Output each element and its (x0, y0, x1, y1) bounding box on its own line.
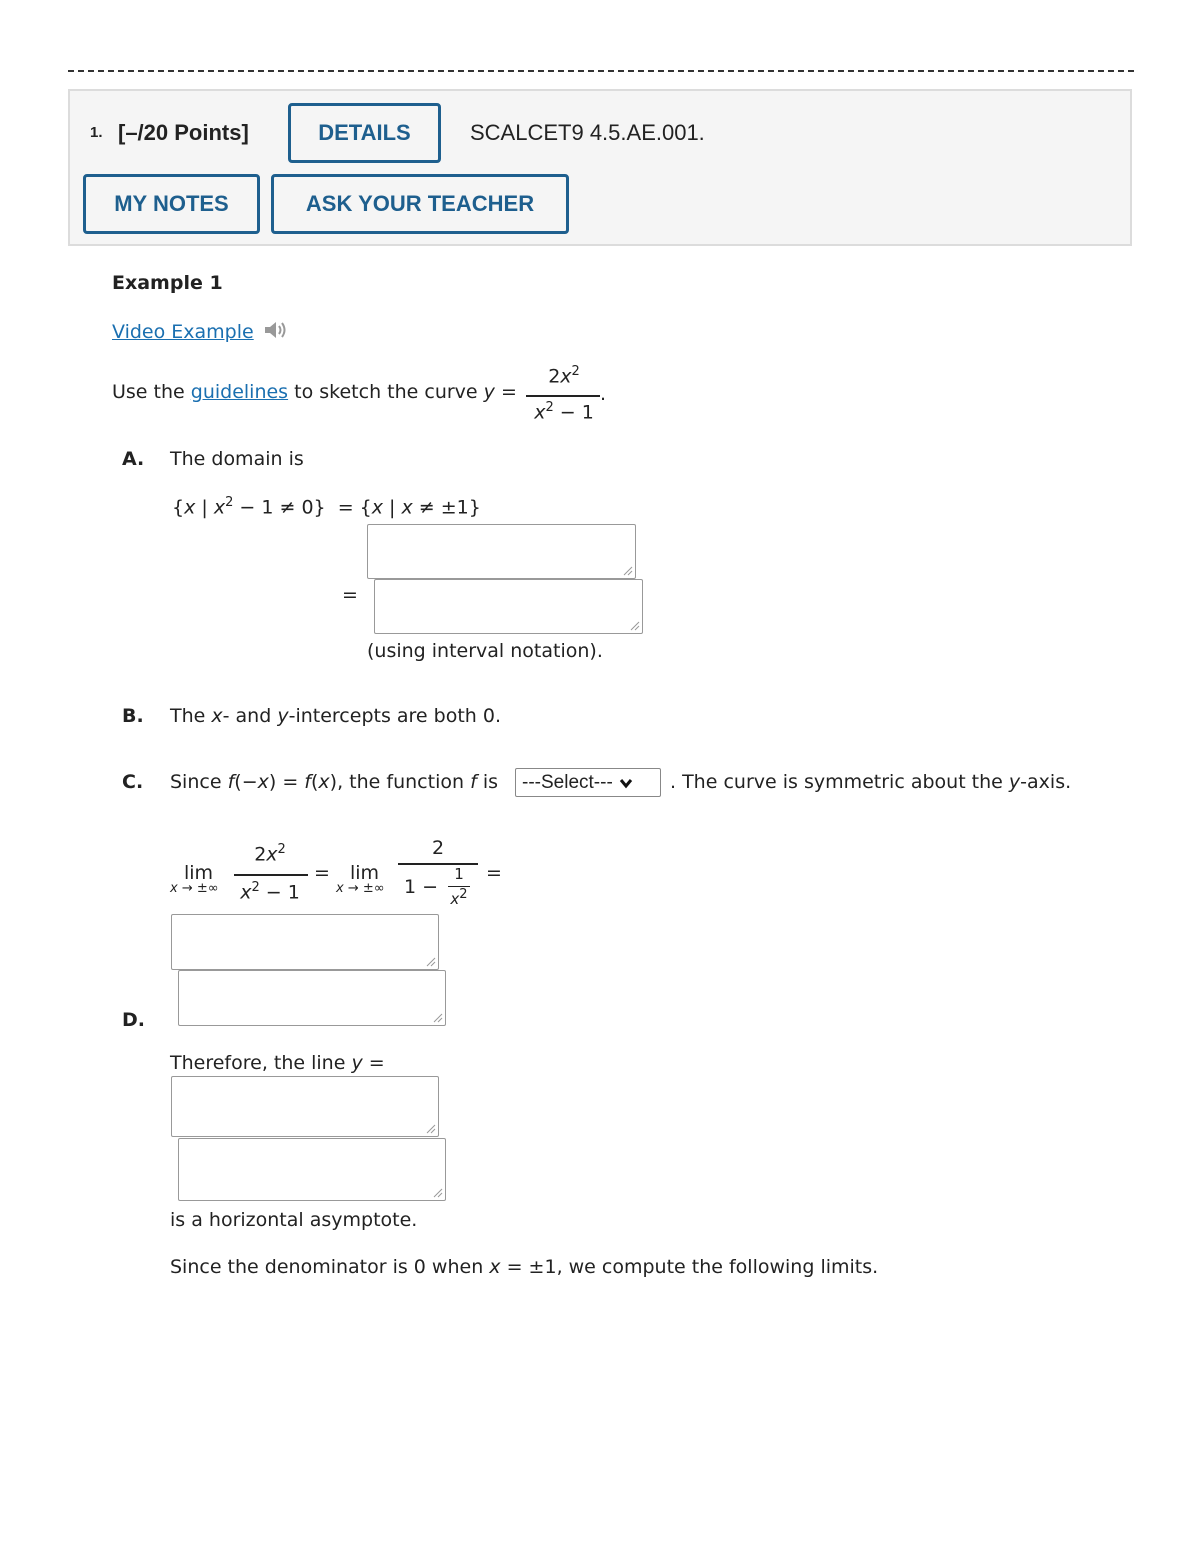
question-code: SCALCET9 4.5.AE.001. (470, 120, 705, 145)
even-function-identity: f(−x) = f(x) (227, 771, 338, 793)
since-suffix: , we compute the following limits. (556, 1256, 879, 1278)
c-text-1: Since (170, 771, 222, 793)
curve-numerator: $2x^2$ (548, 364, 580, 388)
y-var: y (1008, 771, 1021, 793)
since-prefix: Since the denominator is 0 when (170, 1256, 484, 1278)
symmetry-select[interactable] (515, 768, 661, 797)
speaker-icon[interactable] (262, 318, 290, 342)
separator-dashed-line (68, 70, 1134, 72)
c-text-5: -axis. (1020, 771, 1072, 793)
resize-grip-icon[interactable] (433, 1013, 443, 1023)
intro-sentence (112, 381, 517, 403)
lim-2-denominator-text: 1 − (404, 876, 439, 898)
step-c-label: C. (122, 771, 144, 793)
denominator-note (170, 1256, 878, 1278)
domain-answer-box-1[interactable] (367, 524, 636, 579)
equals-sign: = (342, 584, 358, 606)
ask-your-teacher-button[interactable]: ASK YOUR TEACHER (271, 174, 569, 234)
step-b-label: B. (122, 705, 144, 727)
lim-2: lim (350, 862, 380, 884)
lim-1: lim (184, 862, 214, 884)
inner-numerator: 1 (454, 865, 464, 883)
domain-set-expression: {x | $x^2 - 1 \ne 0\} = \{x$ | x ≠ ±1} (172, 495, 481, 519)
resize-grip-icon[interactable] (426, 1124, 436, 1134)
my-notes-button[interactable]: MY NOTES (83, 174, 260, 234)
interval-notation-note: (using interval notation). (367, 640, 603, 662)
resize-grip-icon[interactable] (630, 621, 640, 631)
c-text-3: is (482, 771, 498, 793)
guidelines-link[interactable]: guidelines (190, 381, 289, 403)
limit-answer-box-2[interactable] (178, 970, 446, 1026)
f-var: f (470, 771, 477, 793)
limit-answer-box-1[interactable] (171, 914, 439, 970)
asymptote-answer-box-2[interactable] (178, 1138, 446, 1201)
video-example-link[interactable]: Video Example (112, 321, 254, 343)
lim-1-subscript: x → ±∞ (170, 881, 219, 896)
chevron-down-icon (619, 777, 633, 789)
step-a-label: A. (122, 448, 145, 470)
lim-2-numerator: 2 (431, 837, 445, 859)
b-text-1: The (170, 705, 206, 727)
step-a-text: The domain is (170, 448, 304, 470)
lim-1-denominator: $x^2 - 1$ (240, 880, 300, 904)
x-var: x (211, 705, 223, 727)
equals-sign: = (486, 862, 502, 884)
b-text-2: - and (222, 705, 272, 727)
question-number: 1. (90, 124, 103, 141)
step-c-text-right (670, 771, 1071, 793)
y-var: y (277, 705, 289, 727)
lim-1-numerator: $2x^2$ (254, 842, 286, 866)
y-equals: y = (351, 1052, 385, 1074)
curve-fraction-bar (526, 395, 600, 397)
therefore-text (170, 1052, 385, 1074)
curve-denominator: $x^2 - 1$ (534, 400, 594, 424)
resize-grip-icon[interactable] (623, 566, 633, 576)
step-b-text (170, 705, 501, 727)
c-text-2: , the function (337, 771, 465, 793)
asymptote-note: is a horizontal asymptote. (170, 1209, 418, 1231)
question-points: [–/20 Points] (118, 120, 249, 145)
inner-denominator: $x^2$ (450, 887, 468, 908)
x-equals-pm1: x = ±1 (489, 1256, 557, 1278)
resize-grip-icon[interactable] (426, 957, 436, 967)
b-text-3: -intercepts are both 0. (288, 705, 501, 727)
details-button[interactable]: DETAILS (288, 103, 441, 163)
step-d-label: D. (122, 1009, 145, 1031)
intro-suffix: to sketch the curve (294, 381, 478, 403)
resize-grip-icon[interactable] (433, 1188, 443, 1198)
asymptote-answer-box-1[interactable] (171, 1076, 439, 1137)
select-value: ---Select--- (522, 771, 613, 793)
example-title: Example 1 (112, 272, 223, 294)
therefore-prefix: Therefore, the line (170, 1052, 346, 1074)
intro-prefix: Use the (112, 381, 185, 403)
lim-1-fraction-bar (234, 874, 308, 876)
equals-sign: = (314, 862, 330, 884)
y-equals: y = (483, 381, 517, 403)
period: . (600, 383, 607, 405)
c-text-4: . The curve is symmetric about the (670, 771, 1003, 793)
domain-answer-box-2[interactable] (374, 579, 643, 634)
video-example-row (112, 318, 290, 343)
lim-2-subscript: x → ±∞ (336, 881, 385, 896)
step-c-text-left (170, 771, 498, 793)
